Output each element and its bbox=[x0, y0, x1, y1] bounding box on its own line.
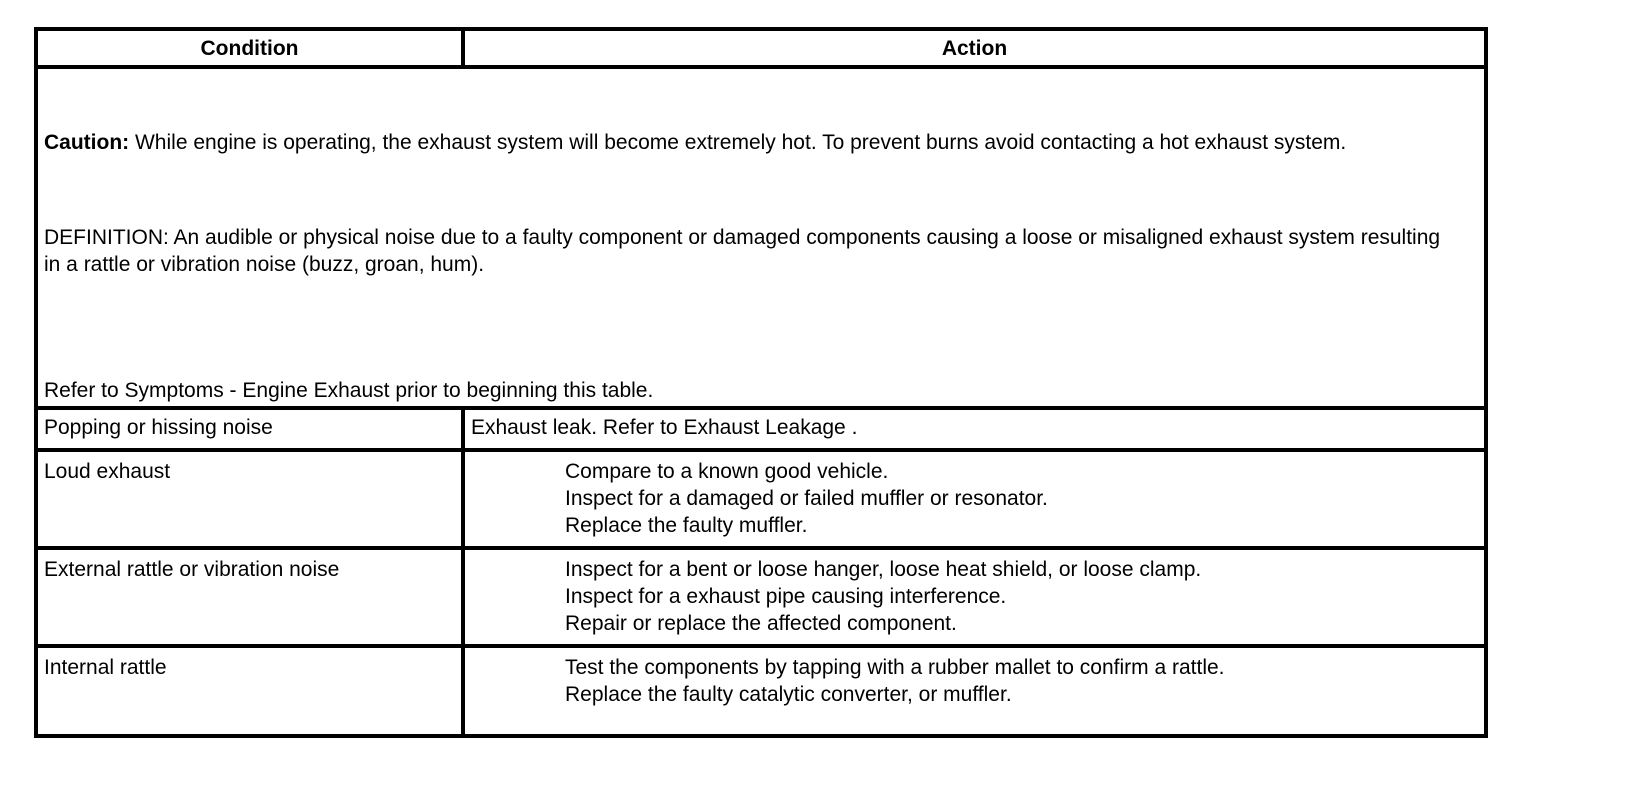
condition-cell: Popping or hissing noise bbox=[36, 408, 463, 450]
action-line: Test the components by tapping with a rubber mallet to confirm a rattle. bbox=[565, 656, 1225, 679]
diagnostic-table bbox=[34, 27, 1488, 738]
definition-note: DEFINITION: An audible or physical noise due to a faulty component or damaged components causing a loose or misaligned exhaust system resulting in a rattle or vibration noise (buzz, groan, hum). bbox=[44, 226, 1441, 276]
action-cell bbox=[463, 408, 1486, 450]
table-row bbox=[36, 450, 1486, 548]
action-line: Repair or replace the affected component. bbox=[565, 612, 957, 635]
condition-cell: Internal rattle bbox=[36, 646, 463, 736]
action-cell bbox=[463, 450, 1486, 548]
caution-note bbox=[44, 129, 1458, 156]
notes-cell bbox=[36, 67, 1486, 408]
action-header: Action bbox=[463, 29, 1486, 67]
table-row bbox=[36, 646, 1486, 736]
action-line: Replace the faulty muffler. bbox=[565, 514, 808, 537]
action-line: Replace the faulty catalytic converter, or muffler. bbox=[565, 683, 1012, 706]
action-line: Exhaust leak. Refer to Exhaust Leakage . bbox=[471, 416, 858, 439]
refer-note: Refer to Symptoms - Engine Exhaust prior to beginning this table. bbox=[44, 379, 654, 402]
action-line: Inspect for a damaged or failed muffler or resonator. bbox=[565, 487, 1048, 510]
action-line: Inspect for a exhaust pipe causing interference. bbox=[565, 585, 1007, 608]
condition-cell: Loud exhaust bbox=[36, 450, 463, 548]
condition-cell: External rattle or vibration noise bbox=[36, 548, 463, 646]
caution-text: While engine is operating, the exhaust system will become extremely hot. To prevent burns avoid contacting a hot exhaust system. bbox=[129, 131, 1347, 154]
table-row bbox=[36, 408, 1486, 450]
caution-label: Caution: bbox=[44, 131, 130, 154]
action-cell bbox=[463, 646, 1486, 736]
table-row bbox=[36, 548, 1486, 646]
action-cell bbox=[463, 548, 1486, 646]
action-line: Inspect for a bent or loose hanger, loose heat shield, or loose clamp. bbox=[565, 558, 1202, 581]
condition-header: Condition bbox=[36, 29, 463, 67]
notes-row bbox=[36, 67, 1486, 408]
action-line: Compare to a known good vehicle. bbox=[565, 460, 889, 483]
header-row bbox=[36, 29, 1486, 67]
